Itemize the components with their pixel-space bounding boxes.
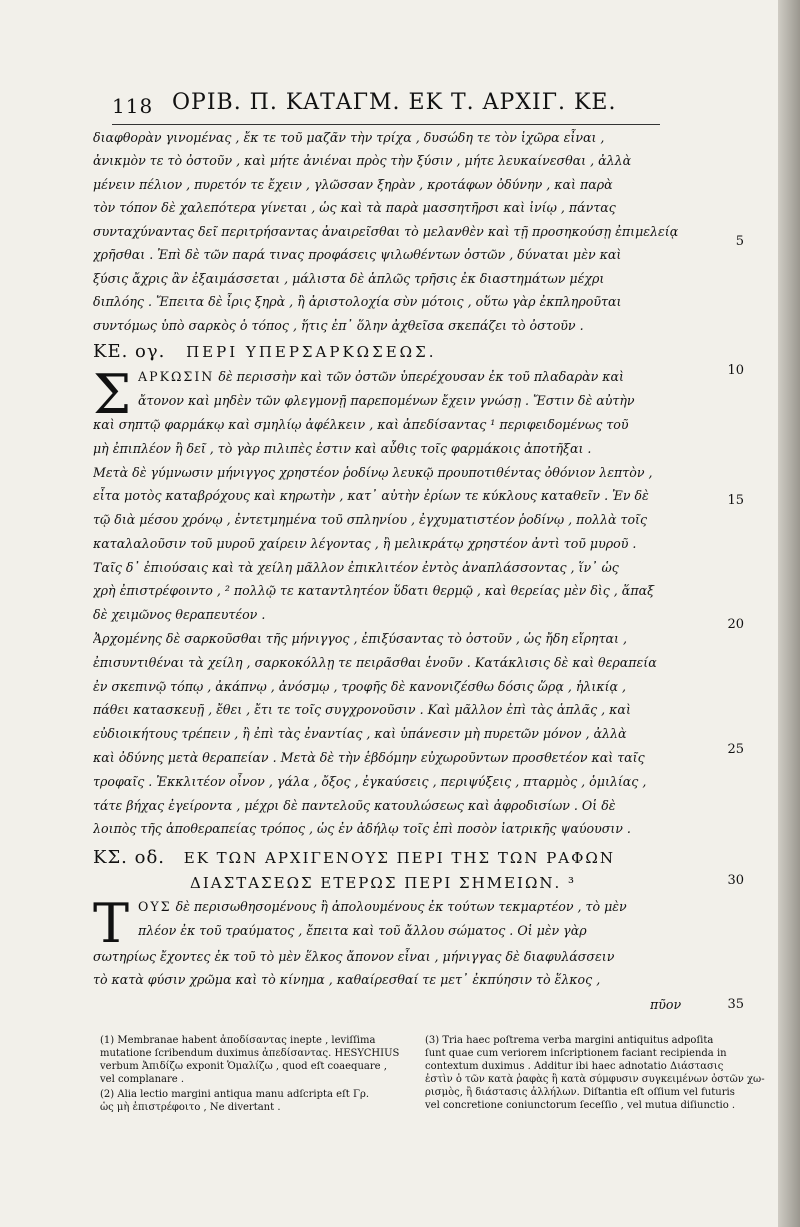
footnote-line: contextum duximus . Additur ibi haec adnotatio Διάστασις [425,1061,724,1072]
line-number: 35 [727,997,744,1012]
text-line: ξύσις ἄχρις ἂν ἐξαιμάσσεται , μάλιστα δὲ ἁπλῶς τρῆσις ἐκ διαστημάτων μέχρι [93,271,605,286]
footnotes-right [425,1034,765,1112]
section-title: ΠΕΡΙ ΥΠΕΡΣΑΡΚΩΣΕΩΣ. [186,343,437,361]
drop-capital: Σ [93,363,132,426]
catchword: πῦον [650,997,682,1012]
footnote-line: vel complanare . [100,1074,185,1085]
line-number: 15 [727,493,744,508]
text-line: τάτε βήχας ἐγείροντα , μέχρι δὲ παντελοῦς κατουλώσεως καὶ ἀφροδισίων . Οἱ δὲ [93,798,616,813]
first-word: ΟΥΣ [138,899,172,914]
text-line: μένειν πέλιον , πυρετόν τε ἔχειν , γλῶσσαν ξηρὰν , κροτάφων ὀδύνην , καὶ παρὰ [93,177,613,192]
line-number: 20 [727,617,744,632]
footnote-line: ἐστὶν ὁ τῶν κατὰ ῥαφὰς ἢ κατὰ σύμφυσιν συγκειμένων ὀστῶν χω- [425,1074,765,1085]
footnote-line: verbum Ἀπιδίζω exponit Ὁμαλίζω , quod eſt coaequare , [100,1061,387,1072]
text-line: ἐν σκεπινῷ τόπῳ , ἀκάπνῳ , ἀνόσμῳ , τροφῆς δὲ κανονιζέσθω δόσις ὥρᾳ , ἡλικίᾳ , [93,679,627,694]
section-heading [93,341,436,362]
text-line: χρὴ ἐπιστρέφοιντο , ² πολλῷ τε καταντλητέον ὕδατι θερμῷ , καὶ θερείας μὲν δὶς , ἅπαξ [93,583,655,598]
text-line: τὸν τόπον δὲ χαλεπότερα γίνεται , ὡς καὶ τὰ παρὰ μασσητῆρσι καὶ ἰνίῳ , πάντας [93,200,616,215]
footnote-line: vel concretione coniunctorum ſeceſſio , vel mutua diſiunctio . [425,1100,736,1111]
text-line: καταλαλοῦσιν τοῦ μυροῦ χαίρειν λέγοντας , ἢ μελικράτῳ χρηστέον ἀντὶ τοῦ μυροῦ . [93,536,637,551]
text-line: τὸ κατὰ φύσιν χρῶμα καὶ τὸ κίνημα , καθαίρεσθαί τε μετ᾽ ἐκπύησιν τὸ ἕλκος , [93,972,601,987]
text-line: δὲ χειμῶνος θεραπευτέον . [93,607,266,622]
text-line: καὶ ὀδύνης μετὰ θεραπείαν . Μετὰ δὲ τὴν ἑβδόμην εὐχωροῦντων προσθετέον καὶ ταῖς [93,750,645,765]
text-line: τῷ διὰ μέσου χρόνῳ , ἐντετμημένα τοῦ σπληνίου , ἐγχυματιστέον ῥοδίνῳ , πολλὰ τοῖς [93,512,648,527]
text-line: συνταχύναντας δεῖ περιτρήσαντας ἀναιρεῖσθαι τὸ μελανθὲν καὶ τῇ προσηκούσῃ ἐπιμελείᾳ [93,224,679,239]
section-number: ΚΣ. οδ. [93,847,166,868]
text-line: Ταῖς δ᾽ ἐπιούσαις καὶ τὰ χείλη μᾶλλον ἐπικλιτέον ἐντὸς ἀναπλάσσοντας , ἵν᾽ ὡς [93,560,619,575]
first-word: ΑΡΚΩΣΙΝ [138,369,215,384]
footnote-line: ρισμὸς, ἢ διάστασις ἀλλήλων. Diſtantia eſt oſſium vel futuris [425,1087,735,1098]
footnote-line: (1) Membranae habent ἀποδίσαντας inepte , leviſſima [100,1035,376,1046]
text-line: λοιπὸς τῆς ἀποθεραπείας τρόπος , ὡς ἐν ἀδήλῳ τοῖς ἐπὶ ποσὸν ἰατρικῆς ψαύουσιν . [93,821,631,836]
section-heading [93,847,615,868]
text-line: διπλόης . Ἔπειτα δὲ ἶρις ξηρὰ , ἢ ἀριστολοχία σὺν μότοις , οὕτω γὰρ ἐκπληροῦται [93,294,622,309]
line-number: 10 [727,363,744,378]
text-line: καὶ σηπτῷ φαρμάκῳ καὶ σμηλίῳ ἀφέλκειν , καὶ ἀπεδίσαντας ¹ περιφειδομένως τοῦ [93,417,629,432]
text-line: τροφαῖς . Ἐκκλιτέον οἶνον , γάλα , ὄξος , ἐγκαύσεις , περιψύξεις , πταρμὸς , ὁμιλίας , [93,774,647,789]
text-line: ἀνικμὸν τε τὸ ὀστοῦν , καὶ μήτε ἀνιέναι πρὸς τὴν ξύσιν , μήτε λευκαίνεσθαι , ἀλλὰ [93,153,632,168]
text-line [138,368,738,386]
footnote-line: ſunt quae cum veriorem inſcriptionem faciant recipienda in [425,1048,727,1059]
section-number: ΚΕ. ογ. [93,341,166,362]
text-line: διαφθορὰν γινομένας , ἔκ τε τοῦ μαζᾶν τὴν τρίχα , δυσώδη τε τὸν ἰχῶρα εἶναι , [93,130,605,145]
text-line: ἐπισυντιθέναι τὰ χείλη , σαρκοκόλλῃ τε πειρᾶσθαι ἑνοῦν . Κατάκλισις δὲ καὶ θεραπεία [93,655,657,670]
text-line: Μετὰ δὲ γύμνωσιν μήνιγγος χρηστέον ῥοδίνῳ λευκῷ προυποτιθέντας ὀθόνιον λεπτὸν , [93,465,653,480]
section-title-cont: ΔΙΑΣΤΑΣΕΩΣ ΕΤΕΡΩΣ ΠΕΡΙ ΣΗΜΕΙΩΝ. ³ [190,874,577,892]
footnote-line: (2) Alia lectio margini antiqua manu adſcripta eſt Γρ. [100,1089,369,1100]
text-line [138,898,738,916]
text-line: εὐδιοικήτους τρέπειν , ἢ ἐπὶ τὰς ἐναντίας , καὶ ὑπάνεσιν μὴ πυρετῶν μόνον , ἀλλὰ [93,726,627,741]
drop-capital: Τ [93,892,130,955]
section-title: ΕΚ ΤΩΝ ΑΡΧΙΓΕΝΟΥΣ ΠΕΡΙ ΤΗΣ ΤΩΝ ΡΑΦΩΝ [183,849,615,867]
line-number: 30 [727,873,744,888]
text-line: πλέον ἐκ τοῦ τραύματος , ἔπειτα καὶ τοῦ ἄλλου σώματος . Οἱ μὲν γὰρ [138,923,587,938]
footnote-line: mutatione ſcribendum duximus ἀπεδίσαντας. HESYCHIUS [100,1048,400,1059]
text-line: συντόμως ὑπὸ σαρκὸς ὁ τόπος , ἥτις ἐπ᾽ ὅλην ἀχθεῖσα σκεπάζει τὸ ὀστοῦν . [93,318,584,333]
footnotes-left [100,1034,410,1114]
line-rest: δὲ περισωθησομένους ἢ ἀπολουμένους ἐκ τούτων τεκμαρτέον , τὸ μὲν [175,899,627,914]
text-line: πάθει κατασκευῇ , ἔθει , ἔτι τε τοῖς συγχρονοῦσιν . Καὶ μᾶλλον ἐπὶ τὰς ἁπλᾶς , καὶ [93,702,631,717]
text-line: ἄτονον καὶ μηδὲν τῶν φλεγμονῇ παρεπομένων ἔχειν γνώσῃ . Ἔστιν δὲ αὐτὴν [138,393,635,408]
text-line: χρῆσθαι . Ἐπὶ δὲ τῶν παρά τινας προφάσεις ψιλωθέντων ὀστῶν , δύναται μὲν καὶ [93,247,622,262]
line-number: 25 [727,742,744,757]
running-title: ΟΡΙΒ. Π. ΚΑΤΑΓΜ. ΕΚ Τ. ΑΡΧΙΓ. ΚΕ. [172,90,617,115]
footnote-line: ὡς μὴ ἐπιστρέφοιτο , Ne divertant . [100,1102,281,1113]
page-edge-shadow [778,0,800,1227]
running-header [112,90,672,124]
header-rule [112,124,660,125]
text-line: εἶτα μοτὸς καταβρόχους καὶ κηρωτὴν , κατ᾽ αὐτὴν ἐρίων τε κύκλους καταθεῖν . Ἐν δὲ [93,488,649,503]
page-number: 118 [112,94,154,118]
footnote-line: (3) Tria haec poſtrema verba margini antiquitus adpoſita [425,1035,714,1046]
text-line: σωτηρίως ἔχοντες ἐκ τοῦ τὸ μὲν ἕλκος ἄπονον εἶναι , μήνιγγας δὲ διαφυλάσσειν [93,949,615,964]
text-line: μὴ ἐπιπλέον ἢ δεῖ , τὸ γὰρ πιλιπὲς ἐστιν καὶ αὖθις τοῖς φαρμάκοις ἀποτῆξαι . [93,441,592,456]
line-number: 5 [735,234,744,249]
line-rest: δὲ περισσὴν καὶ τῶν ὀστῶν ὑπερέχουσαν ἐκ τοῦ πλαδαρὰν καὶ [218,369,624,384]
text-line: Ἀρχομένης δὲ σαρκοῦσθαι τῆς μήνιγγος , ἐπιξύσαντας τὸ ὀστοῦν , ὡς ἤδη εἴρηται , [93,631,627,646]
